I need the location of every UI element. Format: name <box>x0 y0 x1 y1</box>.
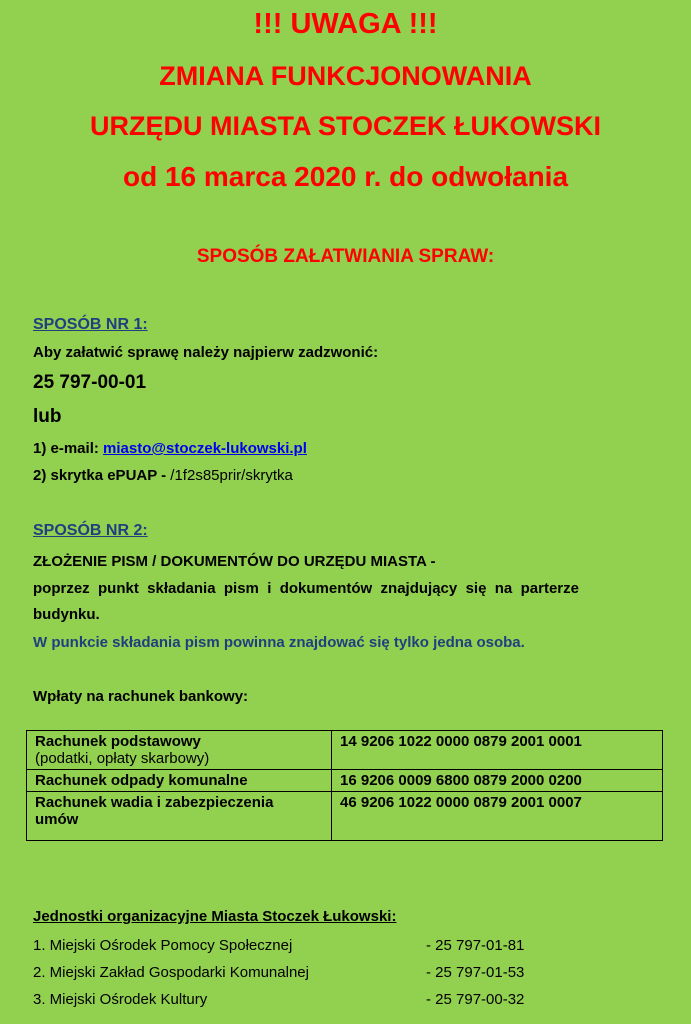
list-item <box>33 937 653 954</box>
heading-date: od 16 marca 2020 r. do odwołania <box>122 161 569 192</box>
method2-line1: ZŁOŻENIE PISM / DOKUMENTÓW DO URZĘDU MIASTA - <box>33 553 436 570</box>
table-row <box>27 792 663 841</box>
method1-intro: Aby załatwić sprawę należy najpierw zadzwonić: <box>33 344 379 361</box>
epuap-value: /1f2s85prir/skrytka <box>170 467 293 484</box>
account-sub: umów <box>35 811 79 828</box>
method2-note: W punkcie składania pism powinna znajdować się tylko jedna osoba. <box>33 634 525 651</box>
heading-office: URZĘDU MIASTA STOCZEK ŁUKOWSKI <box>90 111 601 141</box>
method2-title: SPOSÓB NR 2: <box>33 522 148 539</box>
table-row <box>27 770 663 792</box>
account-number: 16 9206 0009 6800 0879 2000 0200 <box>332 770 663 792</box>
units-title: Jednostki organizacyjne Miasta Stoczek Łukowski: <box>33 908 397 925</box>
account-name-cell <box>27 792 332 841</box>
list-item <box>33 991 653 1008</box>
account-sub: (podatki, opłaty skarbowy) <box>35 750 210 767</box>
account-name: Rachunek wadia i zabezpieczenia <box>35 794 274 811</box>
unit-name: 2. Miejski Zakład Gospodarki Komunalnej <box>33 964 309 981</box>
table-row <box>27 731 663 770</box>
email-label: 1) e-mail: <box>33 440 99 457</box>
account-name: Rachunek podstawowy <box>35 733 201 750</box>
list-item <box>33 964 653 981</box>
unit-phone: - 25 797-00-32 <box>426 991 525 1008</box>
payments-title: Wpłaty na rachunek bankowy: <box>33 688 249 705</box>
method1-email-row <box>33 440 661 457</box>
heading-methods: SPOSÓB ZAŁATWIANIA SPRAW: <box>196 246 495 267</box>
epuap-label: 2) skrytka ePUAP - <box>33 467 171 484</box>
unit-name: 3. Miejski Ośrodek Kultury <box>33 991 208 1008</box>
account-name: Rachunek odpady komunalne <box>35 772 248 789</box>
accounts-table <box>26 730 663 841</box>
account-name-cell <box>27 770 332 792</box>
email-link[interactable]: miasto@stoczek-lukowski.pl <box>103 440 307 457</box>
method1-or: lub <box>33 406 62 427</box>
unit-name: 1. Miejski Ośrodek Pomocy Społecznej <box>33 937 293 954</box>
method1-epuap-row <box>33 467 661 484</box>
method1-title: SPOSÓB NR 1: <box>33 316 148 333</box>
unit-phone: - 25 797-01-81 <box>426 937 525 954</box>
method1-phone: 25 797-00-01 <box>33 372 147 393</box>
warning-title: !!! UWAGA !!! <box>253 8 438 40</box>
heading-change: ZMIANA FUNKCJONOWANIA <box>159 61 532 91</box>
method2-line2: poprzez punkt składania pism i dokumentów znajdujący się na parterze <box>33 580 579 597</box>
method2-line3: budynku. <box>33 606 100 623</box>
unit-phone: - 25 797-01-53 <box>426 964 525 981</box>
account-name-cell <box>27 731 332 770</box>
account-number: 14 9206 1022 0000 0879 2001 0001 <box>332 731 663 770</box>
account-number: 46 9206 1022 0000 0879 2001 0007 <box>332 792 663 841</box>
